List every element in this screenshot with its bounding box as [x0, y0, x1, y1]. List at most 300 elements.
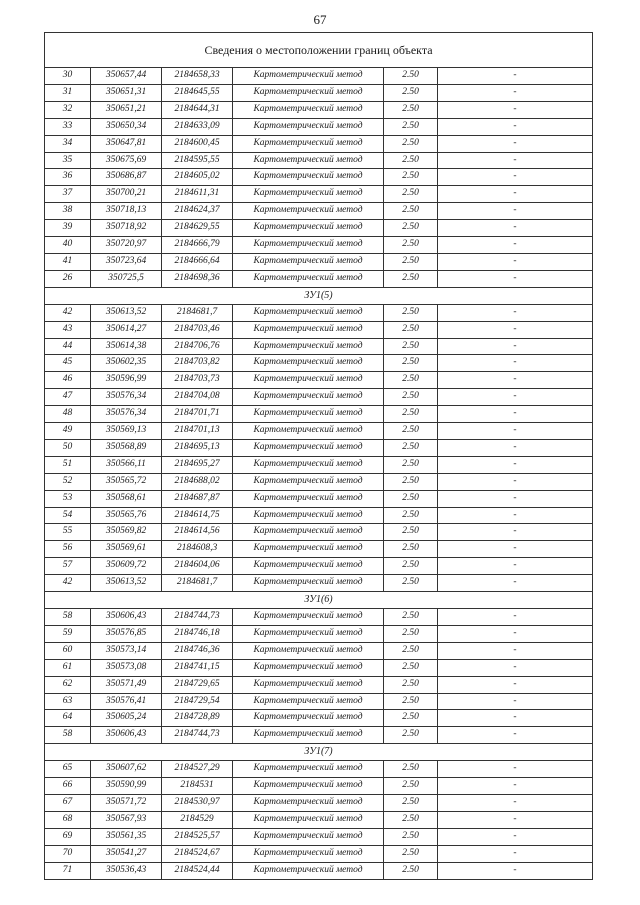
description-cell: -	[438, 439, 593, 456]
description-cell: -	[438, 609, 593, 626]
accuracy-cell: 2.50	[384, 490, 438, 507]
table-row	[45, 659, 593, 676]
section-label: ЗУ1(7)	[45, 744, 593, 761]
y-coordinate-cell: 2184681,7	[162, 575, 233, 592]
accuracy-cell: 2.50	[384, 507, 438, 524]
method-cell: Картометрический метод	[233, 152, 384, 169]
y-coordinate-cell: 2184695,13	[162, 439, 233, 456]
point-number-cell: 56	[45, 541, 91, 558]
description-cell: -	[438, 355, 593, 372]
description-cell: -	[438, 794, 593, 811]
x-coordinate-cell: 350568,61	[91, 490, 162, 507]
y-coordinate-cell: 2184698,36	[162, 270, 233, 287]
table-row	[45, 152, 593, 169]
table-row	[45, 169, 593, 186]
point-number-cell: 42	[45, 304, 91, 321]
y-coordinate-cell: 2184728,89	[162, 710, 233, 727]
method-cell: Картометрический метод	[233, 828, 384, 845]
method-cell: Картометрический метод	[233, 710, 384, 727]
accuracy-cell: 2.50	[384, 828, 438, 845]
method-cell: Картометрический метод	[233, 524, 384, 541]
method-cell: Картометрический метод	[233, 490, 384, 507]
section-row	[45, 287, 593, 304]
y-coordinate-cell: 2184701,13	[162, 423, 233, 440]
method-cell: Картометрический метод	[233, 321, 384, 338]
method-cell: Картометрический метод	[233, 304, 384, 321]
section-label: ЗУ1(5)	[45, 287, 593, 304]
y-coordinate-cell: 2184644,31	[162, 101, 233, 118]
table-row	[45, 68, 593, 85]
method-cell: Картометрический метод	[233, 659, 384, 676]
description-cell: -	[438, 220, 593, 237]
description-cell: -	[438, 304, 593, 321]
x-coordinate-cell: 350541,27	[91, 845, 162, 862]
point-number-cell: 67	[45, 794, 91, 811]
point-number-cell: 70	[45, 845, 91, 862]
x-coordinate-cell: 350718,13	[91, 203, 162, 220]
description-cell: -	[438, 845, 593, 862]
accuracy-cell: 2.50	[384, 456, 438, 473]
point-number-cell: 46	[45, 372, 91, 389]
table-row	[45, 253, 593, 270]
description-cell: -	[438, 524, 593, 541]
y-coordinate-cell: 2184706,76	[162, 338, 233, 355]
table-row	[45, 237, 593, 254]
description-cell: -	[438, 828, 593, 845]
accuracy-cell: 2.50	[384, 710, 438, 727]
accuracy-cell: 2.50	[384, 423, 438, 440]
point-number-cell: 71	[45, 862, 91, 879]
x-coordinate-cell: 350657,44	[91, 68, 162, 85]
y-coordinate-cell: 2184614,75	[162, 507, 233, 524]
y-coordinate-cell: 2184741,15	[162, 659, 233, 676]
accuracy-cell: 2.50	[384, 321, 438, 338]
y-coordinate-cell: 2184729,65	[162, 676, 233, 693]
y-coordinate-cell: 2184608,3	[162, 541, 233, 558]
point-number-cell: 33	[45, 118, 91, 135]
y-coordinate-cell: 2184611,31	[162, 186, 233, 203]
x-coordinate-cell: 350607,62	[91, 761, 162, 778]
method-cell: Картометрический метод	[233, 101, 384, 118]
table-row	[45, 507, 593, 524]
y-coordinate-cell: 2184666,79	[162, 237, 233, 254]
x-coordinate-cell: 350606,43	[91, 727, 162, 744]
point-number-cell: 55	[45, 524, 91, 541]
description-cell: -	[438, 625, 593, 642]
accuracy-cell: 2.50	[384, 693, 438, 710]
method-cell: Картометрический метод	[233, 811, 384, 828]
y-coordinate-cell: 2184629,55	[162, 220, 233, 237]
accuracy-cell: 2.50	[384, 811, 438, 828]
x-coordinate-cell: 350573,14	[91, 642, 162, 659]
table-row	[45, 84, 593, 101]
method-cell: Картометрический метод	[233, 118, 384, 135]
accuracy-cell: 2.50	[384, 575, 438, 592]
table-row	[45, 811, 593, 828]
method-cell: Картометрический метод	[233, 237, 384, 254]
x-coordinate-cell: 350576,85	[91, 625, 162, 642]
point-number-cell: 31	[45, 84, 91, 101]
point-number-cell: 66	[45, 778, 91, 795]
table-row	[45, 642, 593, 659]
point-number-cell: 61	[45, 659, 91, 676]
y-coordinate-cell: 2184530,97	[162, 794, 233, 811]
method-cell: Картометрический метод	[233, 575, 384, 592]
accuracy-cell: 2.50	[384, 186, 438, 203]
table-row	[45, 625, 593, 642]
method-cell: Картометрический метод	[233, 473, 384, 490]
method-cell: Картометрический метод	[233, 84, 384, 101]
method-cell: Картометрический метод	[233, 727, 384, 744]
table-row	[45, 220, 593, 237]
method-cell: Картометрический метод	[233, 389, 384, 406]
point-number-cell: 42	[45, 575, 91, 592]
description-cell: -	[438, 575, 593, 592]
accuracy-cell: 2.50	[384, 558, 438, 575]
point-number-cell: 65	[45, 761, 91, 778]
point-number-cell: 60	[45, 642, 91, 659]
y-coordinate-cell: 2184704,08	[162, 389, 233, 406]
method-cell: Картометрический метод	[233, 135, 384, 152]
method-cell: Картометрический метод	[233, 541, 384, 558]
accuracy-cell: 2.50	[384, 68, 438, 85]
x-coordinate-cell: 350590,99	[91, 778, 162, 795]
x-coordinate-cell: 350718,92	[91, 220, 162, 237]
point-number-cell: 59	[45, 625, 91, 642]
point-number-cell: 58	[45, 609, 91, 626]
point-number-cell: 49	[45, 423, 91, 440]
description-cell: -	[438, 676, 593, 693]
accuracy-cell: 2.50	[384, 862, 438, 879]
accuracy-cell: 2.50	[384, 406, 438, 423]
point-number-cell: 47	[45, 389, 91, 406]
description-cell: -	[438, 811, 593, 828]
accuracy-cell: 2.50	[384, 609, 438, 626]
table-row	[45, 321, 593, 338]
table-row	[45, 862, 593, 879]
description-cell: -	[438, 862, 593, 879]
table-row	[45, 355, 593, 372]
x-coordinate-cell: 350571,72	[91, 794, 162, 811]
method-cell: Картометрический метод	[233, 761, 384, 778]
x-coordinate-cell: 350569,61	[91, 541, 162, 558]
accuracy-cell: 2.50	[384, 676, 438, 693]
description-cell: -	[438, 237, 593, 254]
method-cell: Картометрический метод	[233, 253, 384, 270]
x-coordinate-cell: 350675,69	[91, 152, 162, 169]
section-row	[45, 744, 593, 761]
description-cell: -	[438, 321, 593, 338]
table-row	[45, 423, 593, 440]
x-coordinate-cell: 350609,72	[91, 558, 162, 575]
point-number-cell: 38	[45, 203, 91, 220]
point-number-cell: 68	[45, 811, 91, 828]
point-number-cell: 51	[45, 456, 91, 473]
table-row	[45, 794, 593, 811]
description-cell: -	[438, 389, 593, 406]
x-coordinate-cell: 350576,34	[91, 389, 162, 406]
y-coordinate-cell: 2184744,73	[162, 727, 233, 744]
boundary-coordinates-table	[44, 32, 593, 880]
y-coordinate-cell: 2184701,71	[162, 406, 233, 423]
table-title-row	[45, 33, 593, 68]
table-row	[45, 439, 593, 456]
description-cell: -	[438, 253, 593, 270]
point-number-cell: 40	[45, 237, 91, 254]
method-cell: Картометрический метод	[233, 676, 384, 693]
table-row	[45, 490, 593, 507]
table-row	[45, 406, 593, 423]
point-number-cell: 30	[45, 68, 91, 85]
page-number: 67	[313, 12, 327, 27]
point-number-cell: 53	[45, 490, 91, 507]
table-row	[45, 524, 593, 541]
x-coordinate-cell: 350576,41	[91, 693, 162, 710]
description-cell: -	[438, 423, 593, 440]
x-coordinate-cell: 350566,11	[91, 456, 162, 473]
accuracy-cell: 2.50	[384, 778, 438, 795]
description-cell: -	[438, 659, 593, 676]
point-number-cell: 58	[45, 727, 91, 744]
x-coordinate-cell: 350723,64	[91, 253, 162, 270]
method-cell: Картометрический метод	[233, 406, 384, 423]
method-cell: Картометрический метод	[233, 609, 384, 626]
y-coordinate-cell: 2184703,73	[162, 372, 233, 389]
x-coordinate-cell: 350596,99	[91, 372, 162, 389]
method-cell: Картометрический метод	[233, 642, 384, 659]
description-cell: -	[438, 68, 593, 85]
accuracy-cell: 2.50	[384, 389, 438, 406]
description-cell: -	[438, 169, 593, 186]
accuracy-cell: 2.50	[384, 169, 438, 186]
accuracy-cell: 2.50	[384, 625, 438, 642]
point-number-cell: 32	[45, 101, 91, 118]
accuracy-cell: 2.50	[384, 439, 438, 456]
x-coordinate-cell: 350647,81	[91, 135, 162, 152]
table-body	[45, 33, 593, 880]
y-coordinate-cell: 2184746,36	[162, 642, 233, 659]
x-coordinate-cell: 350536,43	[91, 862, 162, 879]
description-cell: -	[438, 456, 593, 473]
accuracy-cell: 2.50	[384, 84, 438, 101]
x-coordinate-cell: 350576,34	[91, 406, 162, 423]
accuracy-cell: 2.50	[384, 355, 438, 372]
accuracy-cell: 2.50	[384, 761, 438, 778]
table-row	[45, 575, 593, 592]
y-coordinate-cell: 2184531	[162, 778, 233, 795]
method-cell: Картометрический метод	[233, 456, 384, 473]
point-number-cell: 69	[45, 828, 91, 845]
description-cell: -	[438, 101, 593, 118]
table-row	[45, 135, 593, 152]
y-coordinate-cell: 2184687,87	[162, 490, 233, 507]
method-cell: Картометрический метод	[233, 507, 384, 524]
y-coordinate-cell: 2184525,57	[162, 828, 233, 845]
accuracy-cell: 2.50	[384, 270, 438, 287]
x-coordinate-cell: 350602,35	[91, 355, 162, 372]
x-coordinate-cell: 350651,21	[91, 101, 162, 118]
x-coordinate-cell: 350614,38	[91, 338, 162, 355]
table-row	[45, 118, 593, 135]
accuracy-cell: 2.50	[384, 524, 438, 541]
accuracy-cell: 2.50	[384, 135, 438, 152]
method-cell: Картометрический метод	[233, 794, 384, 811]
x-coordinate-cell: 350725,5	[91, 270, 162, 287]
description-cell: -	[438, 118, 593, 135]
point-number-cell: 63	[45, 693, 91, 710]
method-cell: Картометрический метод	[233, 203, 384, 220]
y-coordinate-cell: 2184744,73	[162, 609, 233, 626]
table-row	[45, 203, 593, 220]
method-cell: Картометрический метод	[233, 778, 384, 795]
table-row	[45, 761, 593, 778]
point-number-cell: 41	[45, 253, 91, 270]
description-cell: -	[438, 778, 593, 795]
x-coordinate-cell: 350650,34	[91, 118, 162, 135]
table-row	[45, 372, 593, 389]
method-cell: Картометрический метод	[233, 372, 384, 389]
description-cell: -	[438, 642, 593, 659]
table-row	[45, 473, 593, 490]
table-row	[45, 778, 593, 795]
description-cell: -	[438, 372, 593, 389]
table-row	[45, 828, 593, 845]
table-row	[45, 727, 593, 744]
point-number-cell: 43	[45, 321, 91, 338]
x-coordinate-cell: 350565,76	[91, 507, 162, 524]
description-cell: -	[438, 727, 593, 744]
description-cell: -	[438, 490, 593, 507]
point-number-cell: 45	[45, 355, 91, 372]
y-coordinate-cell: 2184604,06	[162, 558, 233, 575]
y-coordinate-cell: 2184624,37	[162, 203, 233, 220]
y-coordinate-cell: 2184703,46	[162, 321, 233, 338]
table-row	[45, 558, 593, 575]
description-cell: -	[438, 270, 593, 287]
accuracy-cell: 2.50	[384, 642, 438, 659]
table-row	[45, 270, 593, 287]
point-number-cell: 35	[45, 152, 91, 169]
method-cell: Картометрический метод	[233, 338, 384, 355]
point-number-cell: 48	[45, 406, 91, 423]
x-coordinate-cell: 350613,52	[91, 304, 162, 321]
x-coordinate-cell: 350606,43	[91, 609, 162, 626]
accuracy-cell: 2.50	[384, 338, 438, 355]
table-row	[45, 304, 593, 321]
table-row	[45, 693, 593, 710]
description-cell: -	[438, 135, 593, 152]
y-coordinate-cell: 2184645,55	[162, 84, 233, 101]
x-coordinate-cell: 350686,87	[91, 169, 162, 186]
y-coordinate-cell: 2184524,67	[162, 845, 233, 862]
description-cell: -	[438, 507, 593, 524]
point-number-cell: 50	[45, 439, 91, 456]
point-number-cell: 26	[45, 270, 91, 287]
description-cell: -	[438, 541, 593, 558]
table-row	[45, 710, 593, 727]
accuracy-cell: 2.50	[384, 253, 438, 270]
point-number-cell: 54	[45, 507, 91, 524]
accuracy-cell: 2.50	[384, 220, 438, 237]
x-coordinate-cell: 350720,97	[91, 237, 162, 254]
method-cell: Картометрический метод	[233, 220, 384, 237]
y-coordinate-cell: 2184595,55	[162, 152, 233, 169]
x-coordinate-cell: 350568,89	[91, 439, 162, 456]
method-cell: Картометрический метод	[233, 68, 384, 85]
y-coordinate-cell: 2184729,54	[162, 693, 233, 710]
y-coordinate-cell: 2184658,33	[162, 68, 233, 85]
accuracy-cell: 2.50	[384, 372, 438, 389]
y-coordinate-cell: 2184746,18	[162, 625, 233, 642]
method-cell: Картометрический метод	[233, 693, 384, 710]
y-coordinate-cell: 2184703,82	[162, 355, 233, 372]
y-coordinate-cell: 2184681,7	[162, 304, 233, 321]
point-number-cell: 52	[45, 473, 91, 490]
accuracy-cell: 2.50	[384, 118, 438, 135]
y-coordinate-cell: 2184605,02	[162, 169, 233, 186]
section-label: ЗУ1(6)	[45, 592, 593, 609]
table-row	[45, 845, 593, 862]
description-cell: -	[438, 203, 593, 220]
y-coordinate-cell: 2184524,44	[162, 862, 233, 879]
table-row	[45, 676, 593, 693]
method-cell: Картометрический метод	[233, 169, 384, 186]
method-cell: Картометрический метод	[233, 625, 384, 642]
x-coordinate-cell: 350613,52	[91, 575, 162, 592]
y-coordinate-cell: 2184688,02	[162, 473, 233, 490]
description-cell: -	[438, 152, 593, 169]
description-cell: -	[438, 406, 593, 423]
method-cell: Картометрический метод	[233, 862, 384, 879]
accuracy-cell: 2.50	[384, 473, 438, 490]
section-row	[45, 592, 593, 609]
accuracy-cell: 2.50	[384, 237, 438, 254]
point-number-cell: 57	[45, 558, 91, 575]
method-cell: Картометрический метод	[233, 186, 384, 203]
table-row	[45, 186, 593, 203]
x-coordinate-cell: 350614,27	[91, 321, 162, 338]
table-row	[45, 609, 593, 626]
table-row	[45, 541, 593, 558]
x-coordinate-cell: 350571,49	[91, 676, 162, 693]
description-cell: -	[438, 186, 593, 203]
method-cell: Картометрический метод	[233, 558, 384, 575]
x-coordinate-cell: 350700,21	[91, 186, 162, 203]
accuracy-cell: 2.50	[384, 845, 438, 862]
accuracy-cell: 2.50	[384, 541, 438, 558]
x-coordinate-cell: 350561,35	[91, 828, 162, 845]
point-number-cell: 37	[45, 186, 91, 203]
point-number-cell: 34	[45, 135, 91, 152]
y-coordinate-cell: 2184529	[162, 811, 233, 828]
table-row	[45, 456, 593, 473]
table-row	[45, 389, 593, 406]
accuracy-cell: 2.50	[384, 659, 438, 676]
x-coordinate-cell: 350651,31	[91, 84, 162, 101]
method-cell: Картометрический метод	[233, 439, 384, 456]
method-cell: Картометрический метод	[233, 355, 384, 372]
method-cell: Картометрический метод	[233, 270, 384, 287]
accuracy-cell: 2.50	[384, 101, 438, 118]
accuracy-cell: 2.50	[384, 304, 438, 321]
x-coordinate-cell: 350565,72	[91, 473, 162, 490]
y-coordinate-cell: 2184666,64	[162, 253, 233, 270]
point-number-cell: 64	[45, 710, 91, 727]
description-cell: -	[438, 84, 593, 101]
x-coordinate-cell: 350605,24	[91, 710, 162, 727]
point-number-cell: 62	[45, 676, 91, 693]
x-coordinate-cell: 350569,82	[91, 524, 162, 541]
